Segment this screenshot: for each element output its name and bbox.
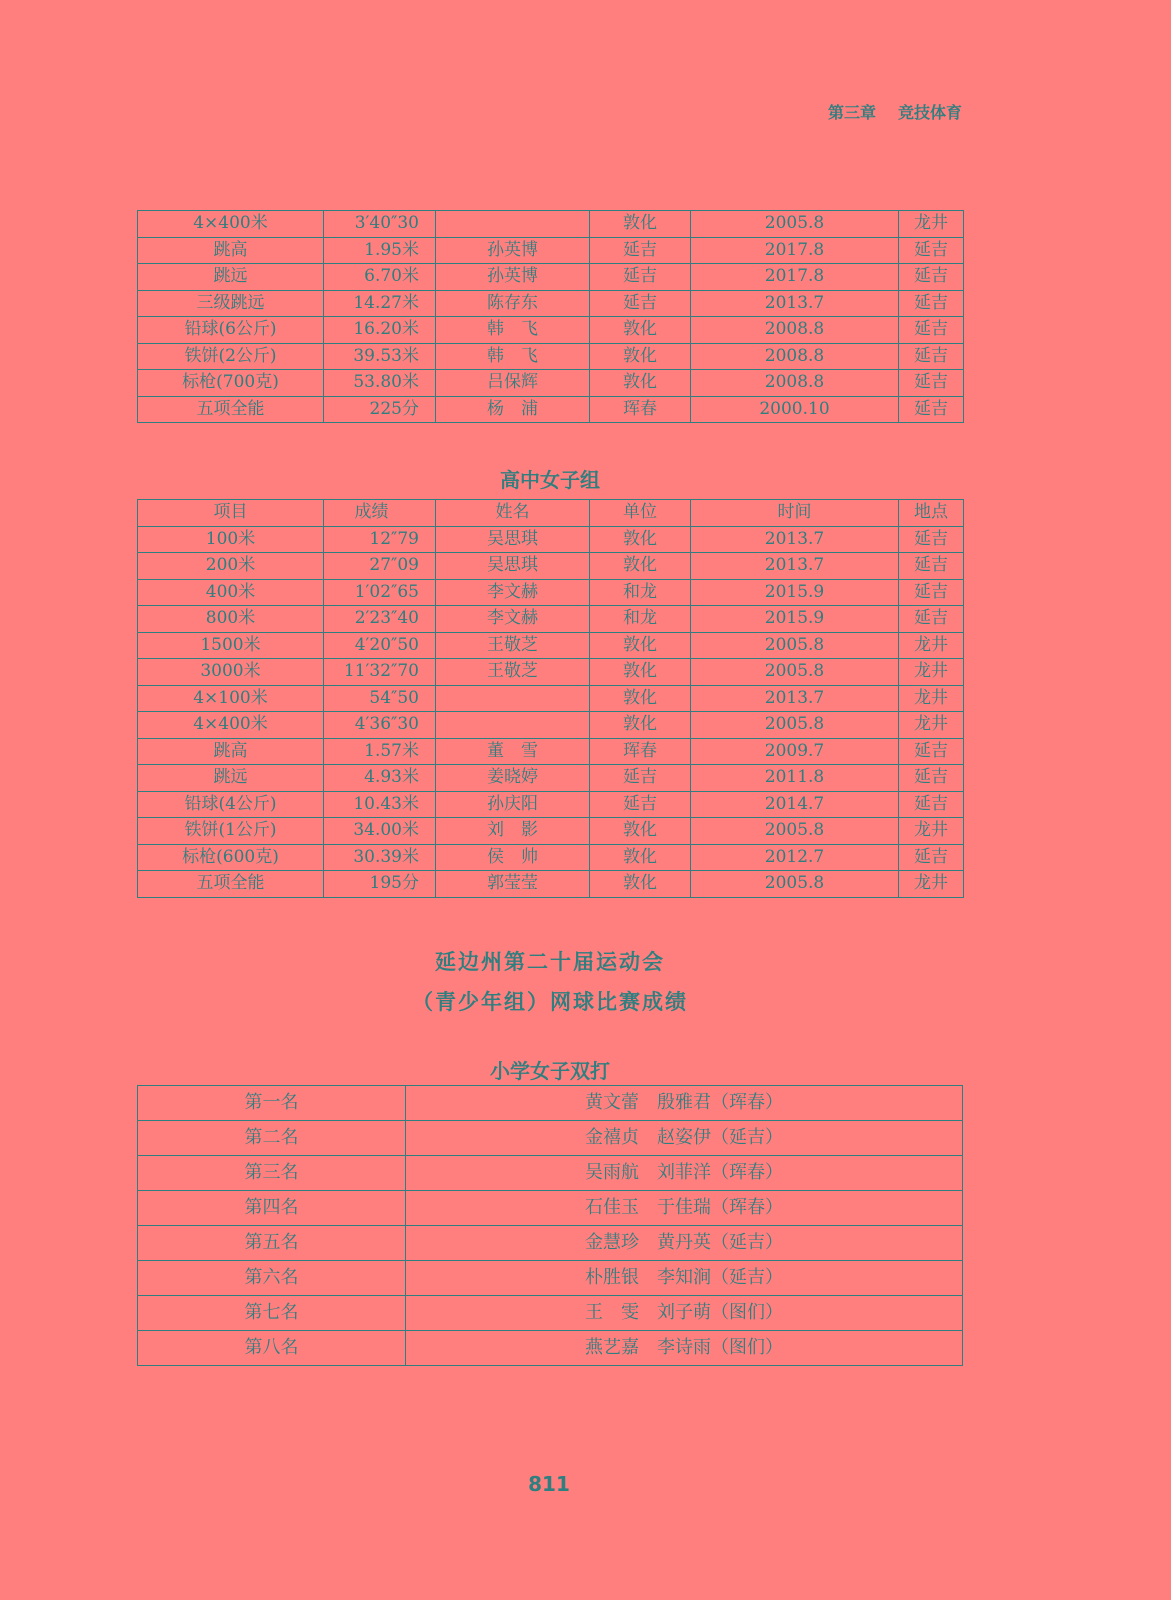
table-header-row <box>138 500 964 527</box>
venue-cell: 龙井 <box>899 211 964 238</box>
column-header: 地点 <box>899 500 964 527</box>
column-header: 成绩 <box>324 500 436 527</box>
unit-cell: 延吉 <box>590 264 691 291</box>
name-cell: 刘 影 <box>436 818 590 845</box>
table-row <box>138 1261 963 1296</box>
event-title-line1: 延边州第二十届运动会 <box>435 949 665 974</box>
table-row <box>138 1331 963 1366</box>
result-cell: 54″50 <box>324 685 436 712</box>
event-cell: 跳高 <box>138 237 324 264</box>
venue-cell: 延吉 <box>899 237 964 264</box>
name-cell: 李文赫 <box>436 579 590 606</box>
unit-cell: 敦化 <box>590 317 691 344</box>
venue-cell: 龙井 <box>899 871 964 898</box>
date-cell: 2013.7 <box>691 553 899 580</box>
venue-cell: 延吉 <box>899 765 964 792</box>
name-cell <box>436 712 590 739</box>
result-cell: 195分 <box>324 871 436 898</box>
venue-cell: 龙井 <box>899 818 964 845</box>
date-cell: 2008.8 <box>691 370 899 397</box>
venue-cell: 延吉 <box>899 579 964 606</box>
result-cell: 225分 <box>324 396 436 423</box>
unit-cell: 敦化 <box>590 685 691 712</box>
ranking-table-primary-girls-doubles <box>137 1085 963 1366</box>
date-cell: 2005.8 <box>691 211 899 238</box>
date-cell: 2017.8 <box>691 237 899 264</box>
venue-cell: 延吉 <box>899 317 964 344</box>
unit-cell: 敦化 <box>590 526 691 553</box>
players-cell: 金禧贞 赵姿伊（延吉） <box>406 1121 963 1156</box>
page-number: 811 <box>528 1472 570 1496</box>
date-cell: 2011.8 <box>691 765 899 792</box>
venue-cell: 延吉 <box>899 396 964 423</box>
date-cell: 2008.8 <box>691 317 899 344</box>
event-cell: 标枪(700克) <box>138 370 324 397</box>
date-cell: 2013.7 <box>691 526 899 553</box>
event-cell: 跳远 <box>138 264 324 291</box>
result-cell: 27″09 <box>324 553 436 580</box>
table-row <box>138 1086 963 1121</box>
running-header <box>0 100 962 123</box>
table-row <box>138 1226 963 1261</box>
result-cell: 1.95米 <box>324 237 436 264</box>
records-table-girls-high-school <box>137 499 964 898</box>
players-cell: 黄文蕾 殷雅君（珲春） <box>406 1086 963 1121</box>
name-cell <box>436 685 590 712</box>
venue-cell: 延吉 <box>899 553 964 580</box>
result-cell: 14.27米 <box>324 290 436 317</box>
name-cell: 郭莹莹 <box>436 871 590 898</box>
date-cell: 2008.8 <box>691 343 899 370</box>
result-cell: 10.43米 <box>324 791 436 818</box>
rank-cell: 第四名 <box>138 1191 406 1226</box>
date-cell: 2013.7 <box>691 290 899 317</box>
venue-cell: 延吉 <box>899 606 964 633</box>
result-cell: 2′23″40 <box>324 606 436 633</box>
venue-cell: 延吉 <box>899 264 964 291</box>
result-cell: 6.70米 <box>324 264 436 291</box>
event-cell: 3000米 <box>138 659 324 686</box>
unit-cell: 敦化 <box>590 659 691 686</box>
event-cell: 1500米 <box>138 632 324 659</box>
venue-cell: 延吉 <box>899 343 964 370</box>
unit-cell: 珲春 <box>590 738 691 765</box>
table-row <box>138 1121 963 1156</box>
name-cell: 李文赫 <box>436 606 590 633</box>
unit-cell: 敦化 <box>590 632 691 659</box>
date-cell: 2015.9 <box>691 606 899 633</box>
records-table-continued <box>137 210 964 423</box>
unit-cell: 敦化 <box>590 211 691 238</box>
table-row <box>138 526 964 553</box>
venue-cell: 龙井 <box>899 632 964 659</box>
rank-cell: 第八名 <box>138 1331 406 1366</box>
table-row <box>138 791 964 818</box>
result-cell: 3′40″30 <box>324 211 436 238</box>
venue-cell: 龙井 <box>899 712 964 739</box>
players-cell: 朴胜银 李知涧（延吉） <box>406 1261 963 1296</box>
date-cell: 2013.7 <box>691 685 899 712</box>
table-row <box>138 871 964 898</box>
table-row <box>138 211 964 238</box>
unit-cell: 延吉 <box>590 290 691 317</box>
unit-cell: 和龙 <box>590 606 691 633</box>
name-cell: 孙英博 <box>436 237 590 264</box>
venue-cell: 龙井 <box>899 659 964 686</box>
venue-cell: 延吉 <box>899 844 964 871</box>
event-cell: 铅球(4公斤) <box>138 791 324 818</box>
event-cell: 铁饼(1公斤) <box>138 818 324 845</box>
name-cell: 王敬芝 <box>436 632 590 659</box>
venue-cell: 延吉 <box>899 290 964 317</box>
event-cell: 标枪(600克) <box>138 844 324 871</box>
table-row <box>138 370 964 397</box>
rank-cell: 第五名 <box>138 1226 406 1261</box>
name-cell: 陈存东 <box>436 290 590 317</box>
unit-cell: 珲春 <box>590 396 691 423</box>
table-row <box>138 343 964 370</box>
table-row <box>138 264 964 291</box>
venue-cell: 延吉 <box>899 738 964 765</box>
name-cell: 董 雪 <box>436 738 590 765</box>
name-cell: 杨 浦 <box>436 396 590 423</box>
unit-cell: 敦化 <box>590 370 691 397</box>
table-row <box>138 1156 963 1191</box>
event-cell: 200米 <box>138 553 324 580</box>
name-cell: 吴思琪 <box>436 526 590 553</box>
name-cell: 韩 飞 <box>436 343 590 370</box>
name-cell: 姜晓婷 <box>436 765 590 792</box>
table-row <box>138 396 964 423</box>
event-title-line2: （青少年组）网球比赛成绩 <box>412 989 688 1014</box>
unit-cell: 延吉 <box>590 791 691 818</box>
table-row <box>138 818 964 845</box>
section-title-primary-girls-doubles: 小学女子双打 <box>490 1059 610 1083</box>
date-cell: 2012.7 <box>691 844 899 871</box>
rank-cell: 第六名 <box>138 1261 406 1296</box>
result-cell: 53.80米 <box>324 370 436 397</box>
name-cell: 王敬芝 <box>436 659 590 686</box>
result-cell: 39.53米 <box>324 343 436 370</box>
result-cell: 4′36″30 <box>324 712 436 739</box>
unit-cell: 敦化 <box>590 712 691 739</box>
table-row <box>138 553 964 580</box>
result-cell: 12″79 <box>324 526 436 553</box>
table-row <box>138 1296 963 1331</box>
date-cell: 2005.8 <box>691 712 899 739</box>
event-cell: 4×400米 <box>138 211 324 238</box>
table-row <box>138 237 964 264</box>
result-cell: 30.39米 <box>324 844 436 871</box>
table-row <box>138 844 964 871</box>
result-cell: 4.93米 <box>324 765 436 792</box>
unit-cell: 敦化 <box>590 871 691 898</box>
name-cell: 孙英博 <box>436 264 590 291</box>
table-row <box>138 738 964 765</box>
rank-cell: 第三名 <box>138 1156 406 1191</box>
unit-cell: 敦化 <box>590 553 691 580</box>
rank-cell: 第一名 <box>138 1086 406 1121</box>
event-cell: 铅球(6公斤) <box>138 317 324 344</box>
unit-cell: 敦化 <box>590 844 691 871</box>
result-cell: 1′02″65 <box>324 579 436 606</box>
name-cell: 吕保辉 <box>436 370 590 397</box>
column-header: 时间 <box>691 500 899 527</box>
date-cell: 2005.8 <box>691 871 899 898</box>
table-row <box>138 765 964 792</box>
table-row <box>138 712 964 739</box>
event-cell: 铁饼(2公斤) <box>138 343 324 370</box>
table-row <box>138 317 964 344</box>
table-row <box>138 685 964 712</box>
table-row <box>138 290 964 317</box>
event-cell: 跳高 <box>138 738 324 765</box>
unit-cell: 延吉 <box>590 765 691 792</box>
name-cell: 侯 帅 <box>436 844 590 871</box>
date-cell: 2005.8 <box>691 632 899 659</box>
players-cell: 石佳玉 于佳瑞（珲春） <box>406 1191 963 1226</box>
name-cell: 韩 飞 <box>436 317 590 344</box>
event-cell: 800米 <box>138 606 324 633</box>
result-cell: 34.00米 <box>324 818 436 845</box>
event-cell: 4×100米 <box>138 685 324 712</box>
players-cell: 吴雨航 刘菲洋（珲春） <box>406 1156 963 1191</box>
event-cell: 五项全能 <box>138 871 324 898</box>
venue-cell: 延吉 <box>899 791 964 818</box>
column-header: 项目 <box>138 500 324 527</box>
table-row <box>138 632 964 659</box>
unit-cell: 延吉 <box>590 237 691 264</box>
event-cell: 400米 <box>138 579 324 606</box>
date-cell: 2009.7 <box>691 738 899 765</box>
event-cell: 100米 <box>138 526 324 553</box>
event-cell: 4×400米 <box>138 712 324 739</box>
result-cell: 1.57米 <box>324 738 436 765</box>
rank-cell: 第二名 <box>138 1121 406 1156</box>
result-cell: 4′20″50 <box>324 632 436 659</box>
date-cell: 2015.9 <box>691 579 899 606</box>
table-row <box>138 1191 963 1226</box>
result-cell: 16.20米 <box>324 317 436 344</box>
date-cell: 2014.7 <box>691 791 899 818</box>
chapter-title: 竞技体育 <box>897 103 962 122</box>
players-cell: 王 雯 刘子萌（图们） <box>406 1296 963 1331</box>
event-cell: 三级跳远 <box>138 290 324 317</box>
venue-cell: 龙井 <box>899 685 964 712</box>
date-cell: 2017.8 <box>691 264 899 291</box>
unit-cell: 和龙 <box>590 579 691 606</box>
name-cell <box>436 211 590 238</box>
result-cell: 11′32″70 <box>324 659 436 686</box>
name-cell: 吴思琪 <box>436 553 590 580</box>
table-row <box>138 659 964 686</box>
chapter-label: 第三章 <box>827 103 876 122</box>
unit-cell: 敦化 <box>590 818 691 845</box>
column-header: 单位 <box>590 500 691 527</box>
column-header: 姓名 <box>436 500 590 527</box>
unit-cell: 敦化 <box>590 343 691 370</box>
venue-cell: 延吉 <box>899 526 964 553</box>
date-cell: 2005.8 <box>691 659 899 686</box>
venue-cell: 延吉 <box>899 370 964 397</box>
name-cell: 孙庆阳 <box>436 791 590 818</box>
players-cell: 金慧珍 黄丹英（延吉） <box>406 1226 963 1261</box>
table-row <box>138 606 964 633</box>
section-title-girls-high-school: 高中女子组 <box>500 468 600 492</box>
table-row <box>138 579 964 606</box>
players-cell: 燕艺嘉 李诗雨（图们） <box>406 1331 963 1366</box>
date-cell: 2005.8 <box>691 818 899 845</box>
event-cell: 五项全能 <box>138 396 324 423</box>
date-cell: 2000.10 <box>691 396 899 423</box>
event-cell: 跳远 <box>138 765 324 792</box>
rank-cell: 第七名 <box>138 1296 406 1331</box>
